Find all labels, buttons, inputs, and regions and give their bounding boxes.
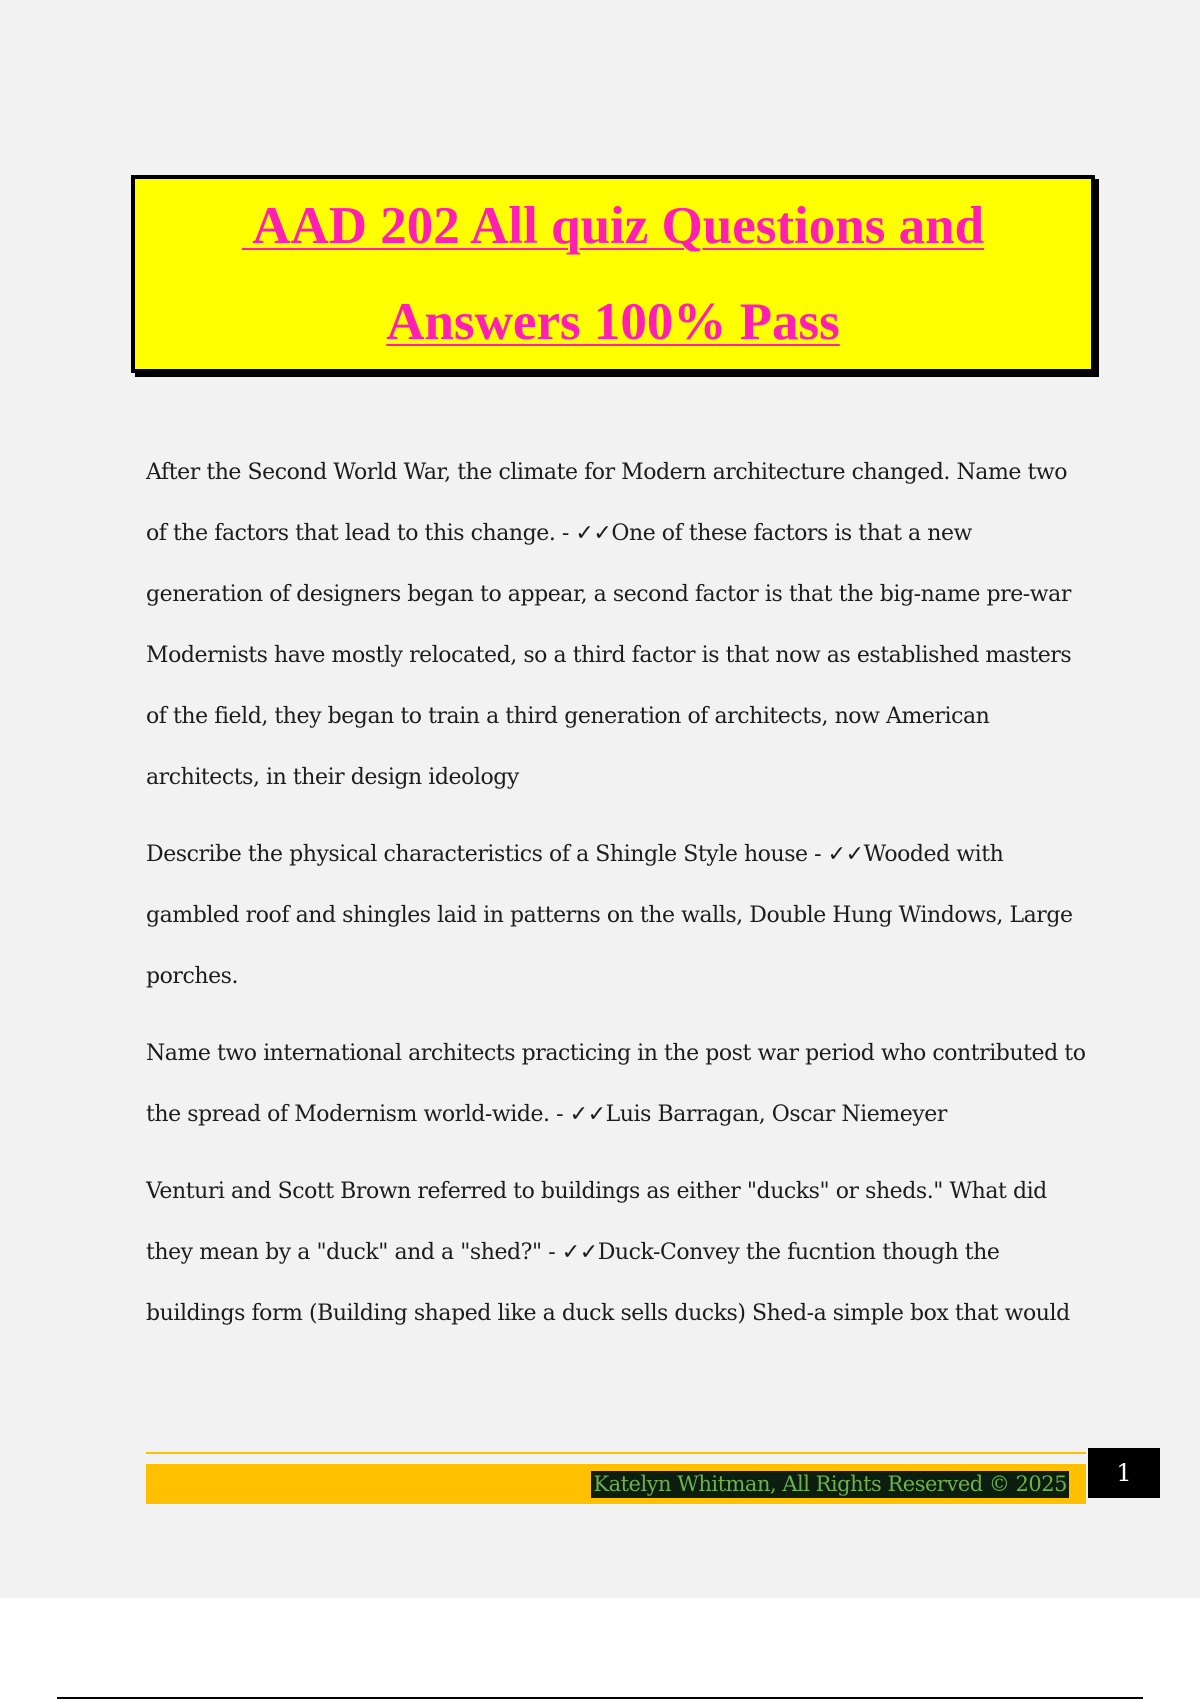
title-line-1: AAD 202 All quiz Questions and [241,197,985,255]
title-line-2: Answers 100% Pass [386,293,840,351]
qa-content [146,442,1086,1360]
page-number: 1 [1088,1448,1160,1498]
next-page-rule [57,1697,1143,1699]
qa-item-2: Describe the physical characteristics of a Shingle Style house - ✓✓Wooded with gambled roof and shingles laid in patterns on the walls, Double Hung Windows, Large porches. [146,842,1073,989]
title-box [131,175,1095,373]
footer-rule [146,1452,1086,1454]
qa-item-3: Name two international architects practicing in the post war period who contributed to the spread of Modernism world-wide. - ✓✓Luis Barragan, Oscar Niemeyer [146,1041,1086,1127]
qa-item-4: Venturi and Scott Brown referred to buildings as either "ducks" or sheds." What did they mean by a "duck" and a "shed?" - ✓✓Duck-Convey the fucntion though the buildings form (Building shaped like a duck sells ducks) Shed-a simple box that would [146,1179,1070,1326]
footer-bar [146,1464,1086,1504]
copyright-notice: Katelyn Whitman, All Rights Reserved © 2025 [593,1472,1067,1496]
qa-item-1: After the Second World War, the climate for Modern architecture changed. Name two of the factors that lead to this change. - ✓✓One of these factors is that a new generation of designers began to appear, a second factor is that the big-name pre-war Modernists have mostly relocated, so a third factor is that now as established masters of the field, they began to train a third generation of architects, now American architects, in their design ideology [146,460,1072,790]
